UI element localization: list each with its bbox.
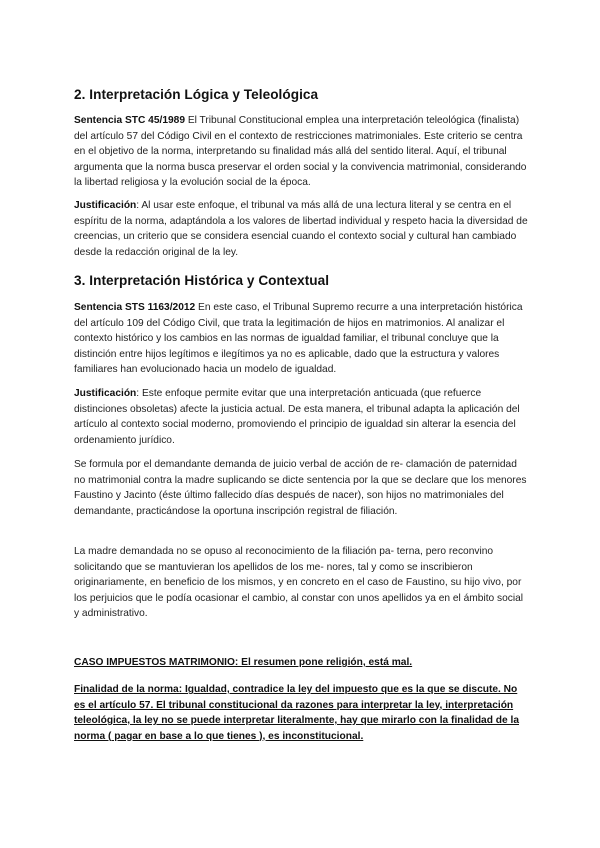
paragraph-text: : Al usar este enfoque, el tribunal va más allá de una lectura literal y se centra en el espíritu de la norma, adaptándola a los valores de libertad individual y respeto hacia la diversidad de creencias, un criterio que se considera esencial cuando el contexto social y cultural han cambiado desde la redacción original de la ley. [74,200,528,258]
sentencia-sts-label: Sentencia STS 1163/2012 [74,302,196,313]
paragraph-text: : Este enfoque permite evitar que una interpretación anticuada (que refuerce distinciones obsoletas) afecte la justicia actual. De esta manera, el tribunal adapta la aplicación del artículo al contexto social moderno, promoviendo el principio de igualdad sin alterar la esencia del ordenamiento jurídico. [74,388,520,446]
justificacion-label: Justificación [74,388,137,399]
madre-demandada-paragraph: La madre demandada no se opuso al reconocimiento de la filiación pa- terna, pero reconvino solicitando que se mantuvieran los apellidos de los me- nores, tal y como se inscribieron originariamente, en beneficio de los mismos, y en concreto en el caso de Faustino, su hijo vivo, por los perjuicios que le podía ocasionar el cambio, al constar con unos apellidos ya en el ámbito social y administrativo. [74,546,524,619]
justificacion-label: Justificación [74,200,137,211]
section-2-heading: 2. Interpretación Lógica y Teleológica [74,87,319,102]
sentencia-stc-label: Sentencia STC 45/1989 [74,115,185,126]
caso-body: Finalidad de la norma: Igualdad, contradice la ley del impuesto que es la que se discute. No es el artículo 57. El tribunal constitucional da razones para interpretar la ley, interpretación teleológica, la ley no se puede interpretar literalmente, hay que mirarlo con la finalidad de la norma ( pagar en base a lo que tienes ), es inconstitucional. [74,684,519,742]
paragraph-text: En este caso, el Tribunal Supremo recurre a una interpretación histórica del artículo 109 del Código Civil, que trata la legitimación de hijos en matrimonios. Al analizar el contexto histórico y los cambios en las normas de igualdad familiar, el tribunal concluye que la distinción entre hijos legítimos e ilegítimos ya no es aplicable, dado que la estructura y valores familiares han evolucionado hacia un modelo de igualdad. [74,302,523,375]
paragraph-text: El Tribunal Constitucional emplea una interpretación teleológica (finalista) del artículo 57 del Código Civil en el contexto de restricciones matrimoniales. Este criterio se centra en el objetivo de la norma, interpretando su finalidad más allá del sentido literal. Aquí, el tribunal argumenta que la norma busca preservar el orden social y la convivencia matrimonial, considerando la libertad religiosa y la evolución social de la época. [74,115,527,188]
caso-title: CASO IMPUESTOS MATRIMONIO: El resumen pone religión, está mal. [74,657,413,668]
section-3-heading: 3. Interpretación Histórica y Contextual [74,273,330,288]
section-2-paragraph-sentencia [74,113,528,191]
demanda-paragraph: Se formula por el demandante demanda de juicio verbal de acción de re- clamación de paternidad no matrimonial contra la madre suplicando se dicte sentencia por la que se declare que los menores Faustino y Jacinto (éste último fallecido días después de nacer), son hijos no matrimoniales del demandante, practicándose la oportuna inscripción registral de filiación. [74,459,527,517]
section-3-paragraph-sentencia [74,300,528,378]
section-2-paragraph-justificacion [74,198,528,260]
section-3-paragraph-justificacion [74,386,528,448]
